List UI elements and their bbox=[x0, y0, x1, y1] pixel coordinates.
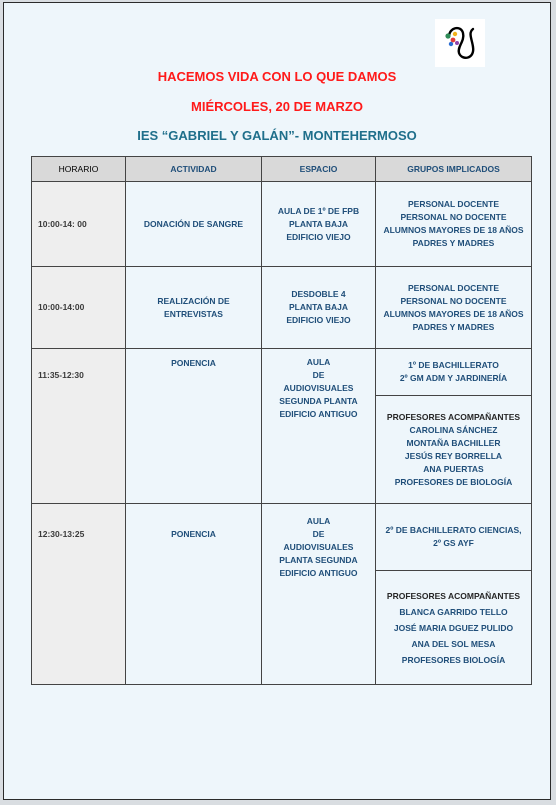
cell-line: PROFESORES DE BIOLOGÍA bbox=[394, 476, 513, 487]
cell-line: PLANTA BAJA bbox=[288, 218, 349, 229]
cell-line: PERSONAL DOCENTE bbox=[408, 282, 499, 293]
cell-line: DONACIÓN DE SANGRE bbox=[143, 218, 244, 229]
school-logo bbox=[435, 19, 485, 67]
horario-cell: 11:35-12:30 bbox=[32, 349, 126, 504]
cell-line: PERSONAL NO DOCENTE bbox=[400, 295, 507, 306]
cell-line: CAROLINA SÁNCHEZ bbox=[409, 424, 498, 435]
espacio-cell bbox=[262, 182, 376, 267]
cell-line: PLANTA SEGUNDA bbox=[279, 555, 358, 565]
column-header-grupos: GRUPOS IMPLICADOS bbox=[376, 157, 532, 182]
cell-line: BLANCA GARRIDO TELLO bbox=[399, 606, 508, 617]
event-date: MIÉRCOLES, 20 DE MARZO bbox=[191, 99, 363, 114]
column-header-actividad: ACTIVIDAD bbox=[126, 157, 262, 182]
table-row bbox=[32, 267, 532, 349]
cell-line: PONENCIA bbox=[171, 529, 216, 539]
cell-line: AUDIOVISUALES bbox=[283, 383, 354, 393]
cell-line: PLANTA BAJA bbox=[288, 302, 349, 312]
cell-line: EDIFICIO VIEJO bbox=[286, 231, 351, 242]
grupos-cell bbox=[376, 504, 532, 571]
cell-line: ANA PUERTAS bbox=[423, 463, 484, 474]
cell-line: ENTREVISTAS bbox=[164, 308, 223, 319]
actividad-cell bbox=[126, 504, 262, 685]
cell-line: 2º GS AYF bbox=[433, 538, 474, 548]
espacio-cell bbox=[262, 267, 376, 349]
horario-cell: 12:30-13:25 bbox=[32, 504, 126, 685]
school-name: IES “GABRIEL Y GALÁN”- MONTEHERMOSO bbox=[137, 128, 417, 143]
cell-line: 2º DE BACHILLERATO CIENCIAS, bbox=[385, 525, 522, 535]
cell-line: ALUMNOS MAYORES DE 18 AÑOS bbox=[383, 225, 524, 235]
actividad-cell bbox=[126, 182, 262, 267]
table-row bbox=[32, 182, 532, 267]
grupos-cell bbox=[376, 267, 532, 349]
actividad-cell bbox=[126, 267, 262, 349]
cell-line: 2º GM ADM Y JARDINERÍA bbox=[399, 373, 508, 383]
event-slogan: HACEMOS VIDA CON LO QUE DAMOS bbox=[157, 69, 397, 84]
cell-line: AULA bbox=[306, 516, 331, 526]
cell-line: AUDIOVISUALES bbox=[283, 542, 354, 552]
table-row bbox=[32, 504, 532, 571]
document-page bbox=[3, 2, 551, 800]
logo-icon bbox=[435, 19, 485, 67]
schedule-table bbox=[31, 156, 532, 685]
cell-line: ALUMNOS MAYORES DE 18 AÑOS bbox=[383, 308, 524, 319]
grupos-cell bbox=[376, 349, 532, 396]
cell-line: PROFESORES ACOMPAÑANTES bbox=[386, 411, 521, 422]
cell-line: JESÚS REY BORRELLA bbox=[404, 450, 503, 461]
cell-line: REALIZACIÓN DE bbox=[157, 295, 230, 306]
acompanantes-cell bbox=[376, 396, 532, 504]
horario-cell: 10:00-14: 00 bbox=[32, 182, 126, 267]
cell-line: PROFESORES ACOMPAÑANTES bbox=[386, 590, 521, 601]
column-header-horario: HORARIO bbox=[32, 157, 126, 182]
cell-line: EDIFICIO ANTIGUO bbox=[279, 409, 358, 419]
table-header-row bbox=[32, 157, 532, 182]
cell-line: 1º DE BACHILLERATO bbox=[408, 360, 499, 370]
cell-line: PONENCIA bbox=[171, 358, 216, 368]
cell-line: DE bbox=[312, 529, 325, 539]
cell-line: AULA bbox=[306, 357, 331, 367]
cell-line: PERSONAL NO DOCENTE bbox=[400, 212, 507, 222]
grupos-cell bbox=[376, 182, 532, 267]
cell-line: JOSÉ MARIA DGUEZ PULIDO bbox=[393, 622, 514, 633]
column-header-espacio: ESPACIO bbox=[262, 157, 376, 182]
cell-line: PADRES Y MADRES bbox=[412, 321, 495, 332]
cell-line: MONTAÑA BACHILLER bbox=[406, 437, 501, 448]
cell-line: PROFESORES BIOLOGÍA bbox=[401, 654, 506, 665]
cell-line: PERSONAL DOCENTE bbox=[408, 199, 499, 209]
cell-line: SEGUNDA PLANTA bbox=[279, 396, 358, 406]
cell-line: DE bbox=[312, 370, 325, 380]
cell-line: EDIFICIO VIEJO bbox=[286, 315, 351, 325]
cell-line: PADRES Y MADRES bbox=[412, 238, 495, 248]
table-row bbox=[32, 349, 532, 396]
espacio-cell bbox=[262, 349, 376, 504]
cell-line: ANA DEL SOL MESA bbox=[411, 638, 496, 649]
espacio-cell bbox=[262, 504, 376, 685]
cell-line: DESDOBLE 4 bbox=[291, 289, 346, 299]
horario-cell: 10:00-14:00 bbox=[32, 267, 126, 349]
acompanantes-cell bbox=[376, 571, 532, 685]
cell-line: AULA DE 1º DE FPB bbox=[277, 205, 360, 216]
cell-line: EDIFICIO ANTIGUO bbox=[279, 568, 358, 578]
actividad-cell bbox=[126, 349, 262, 504]
